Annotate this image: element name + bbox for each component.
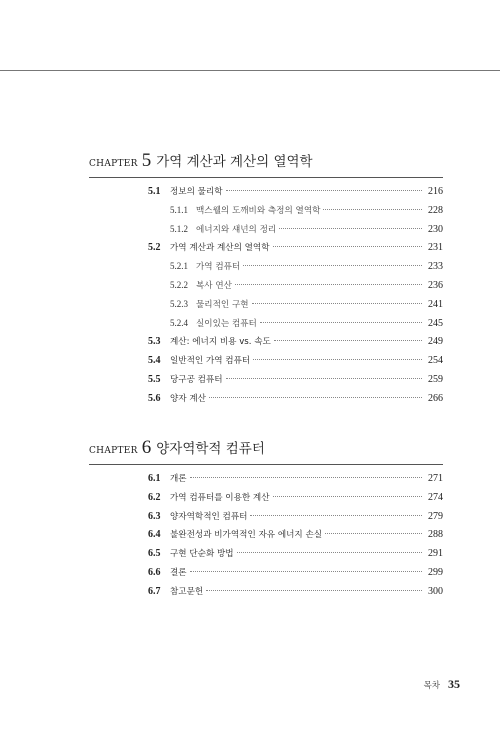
toc-entry	[89, 585, 443, 604]
entry-page: 245	[428, 317, 443, 329]
entry-number: 6.3	[148, 510, 161, 522]
entry-title: 개론	[170, 474, 187, 484]
dot-leader	[325, 533, 422, 534]
top-rule	[0, 70, 500, 71]
dot-leader	[243, 265, 422, 266]
chapter-6	[89, 437, 443, 604]
entry-page: 233	[428, 261, 443, 273]
chapter-5	[89, 150, 443, 411]
entry-title: 물리적인 구현	[196, 299, 249, 310]
entry-number: 5.2.3	[170, 298, 188, 309]
toc-subentry	[89, 223, 443, 242]
dot-leader	[273, 246, 422, 247]
dot-leader	[235, 284, 422, 285]
entry-page: 279	[428, 510, 443, 522]
entry-number: 6.6	[148, 566, 161, 578]
dot-leader	[226, 378, 422, 379]
entry-number: 6.1	[148, 473, 161, 484]
toc-entry	[89, 472, 443, 491]
toc-entry	[89, 566, 443, 585]
chapter-rule	[89, 177, 443, 178]
toc-entry	[89, 510, 443, 529]
entry-page: 249	[428, 336, 443, 348]
entry-title: 가역 컴퓨터	[196, 262, 241, 273]
entry-title: 일반적인 가역 컴퓨터	[170, 356, 251, 367]
entry-title: 불완전성과 비가역적인 자유 에너지 손실	[170, 530, 323, 541]
entry-number: 6.5	[148, 548, 161, 560]
toc-entries	[89, 472, 443, 604]
dot-leader	[323, 209, 422, 210]
entry-page: 231	[428, 242, 443, 254]
entry-title: 정보의 물리학	[170, 187, 223, 197]
chapter-label: CHAPTER	[89, 446, 138, 456]
dot-leader	[252, 303, 422, 304]
footer-label: 목차	[423, 681, 440, 691]
page-number: 35	[448, 677, 460, 691]
toc-entries	[89, 185, 443, 411]
entry-page: 299	[428, 566, 443, 578]
toc-entry	[89, 335, 443, 354]
entry-title: 맥스웰의 도깨비와 측정의 열역학	[196, 205, 321, 216]
chapter-heading	[89, 437, 443, 461]
dot-leader	[226, 190, 422, 191]
chapter-number: 6	[141, 437, 152, 458]
entry-page: 288	[428, 529, 443, 541]
dot-leader	[206, 590, 422, 591]
entry-page: 259	[428, 373, 443, 385]
page-footer	[400, 677, 460, 692]
toc-entry	[89, 373, 443, 392]
chapter-title: 가역 계산과 계산의 열역학	[156, 154, 313, 170]
entry-title: 가역 계산과 계산의 열역학	[170, 243, 270, 254]
entry-number: 5.2.1	[170, 261, 188, 272]
chapter-number: 5	[141, 150, 152, 171]
entry-number: 5.1	[148, 186, 161, 197]
entry-title: 계산: 에너지 비용 vs. 속도	[170, 337, 271, 348]
entry-page: 230	[428, 223, 443, 235]
entry-page: 266	[428, 392, 443, 404]
toc-entry	[89, 547, 443, 566]
toc-subentry	[89, 298, 443, 317]
dot-leader	[260, 322, 422, 323]
entry-page: 291	[428, 548, 443, 560]
entry-page: 216	[428, 186, 443, 197]
entry-page: 236	[428, 279, 443, 291]
dot-leader	[209, 397, 422, 398]
entry-title: 복사 연산	[196, 280, 232, 291]
toc-entry	[89, 392, 443, 411]
entry-title: 실이있는 컴퓨터	[196, 318, 257, 329]
entry-title: 가역 컴퓨터를 이용한 계산	[170, 492, 270, 503]
entry-title: 에너지와 섀넌의 정리	[196, 224, 277, 235]
entry-title: 양자역학적인 컴퓨터	[170, 511, 248, 522]
entry-page: 271	[428, 473, 443, 484]
dot-leader	[273, 496, 422, 497]
chapter-rule	[89, 464, 443, 465]
entry-page: 228	[428, 204, 443, 216]
dot-leader	[190, 477, 422, 478]
entry-number: 5.1.2	[170, 223, 188, 234]
dot-leader	[237, 552, 422, 553]
toc-entry	[89, 241, 443, 260]
entry-number: 5.4	[148, 355, 161, 367]
toc-entry	[89, 528, 443, 547]
entry-number: 5.2.2	[170, 279, 188, 290]
entry-number: 5.2	[148, 242, 161, 254]
toc-entry	[89, 354, 443, 373]
entry-number: 5.3	[148, 336, 161, 348]
toc-subentry	[89, 317, 443, 336]
entry-page: 300	[428, 585, 443, 597]
entry-page: 274	[428, 491, 443, 503]
dot-leader	[274, 340, 422, 341]
entry-number: 5.2.4	[170, 317, 188, 328]
dot-leader	[250, 515, 422, 516]
entry-number: 5.1.1	[170, 204, 188, 215]
entry-number: 5.5	[148, 373, 161, 385]
entry-title: 결론	[170, 567, 187, 578]
entry-number: 6.7	[148, 585, 161, 597]
toc-subentry	[89, 279, 443, 298]
entry-number: 6.2	[148, 491, 161, 503]
dot-leader	[279, 228, 422, 229]
entry-page: 241	[428, 298, 443, 310]
toc-subentry	[89, 260, 443, 279]
dot-leader	[253, 359, 422, 360]
entry-title: 참고문헌	[170, 586, 204, 597]
entry-page: 254	[428, 355, 443, 367]
chapter-heading	[89, 150, 443, 174]
entry-title: 당구공 컴퓨터	[170, 374, 223, 385]
entry-title: 양자 계산	[170, 393, 206, 404]
toc-entry	[89, 491, 443, 510]
entry-title: 구현 단순화 방법	[170, 549, 234, 560]
chapter-title: 양자역학적 컴퓨터	[156, 441, 265, 457]
entry-number: 5.6	[148, 392, 161, 404]
chapter-label: CHAPTER	[89, 159, 138, 169]
dot-leader	[190, 571, 422, 572]
toc-subentry	[89, 204, 443, 223]
toc-entry	[89, 185, 443, 204]
entry-number: 6.4	[148, 529, 161, 541]
